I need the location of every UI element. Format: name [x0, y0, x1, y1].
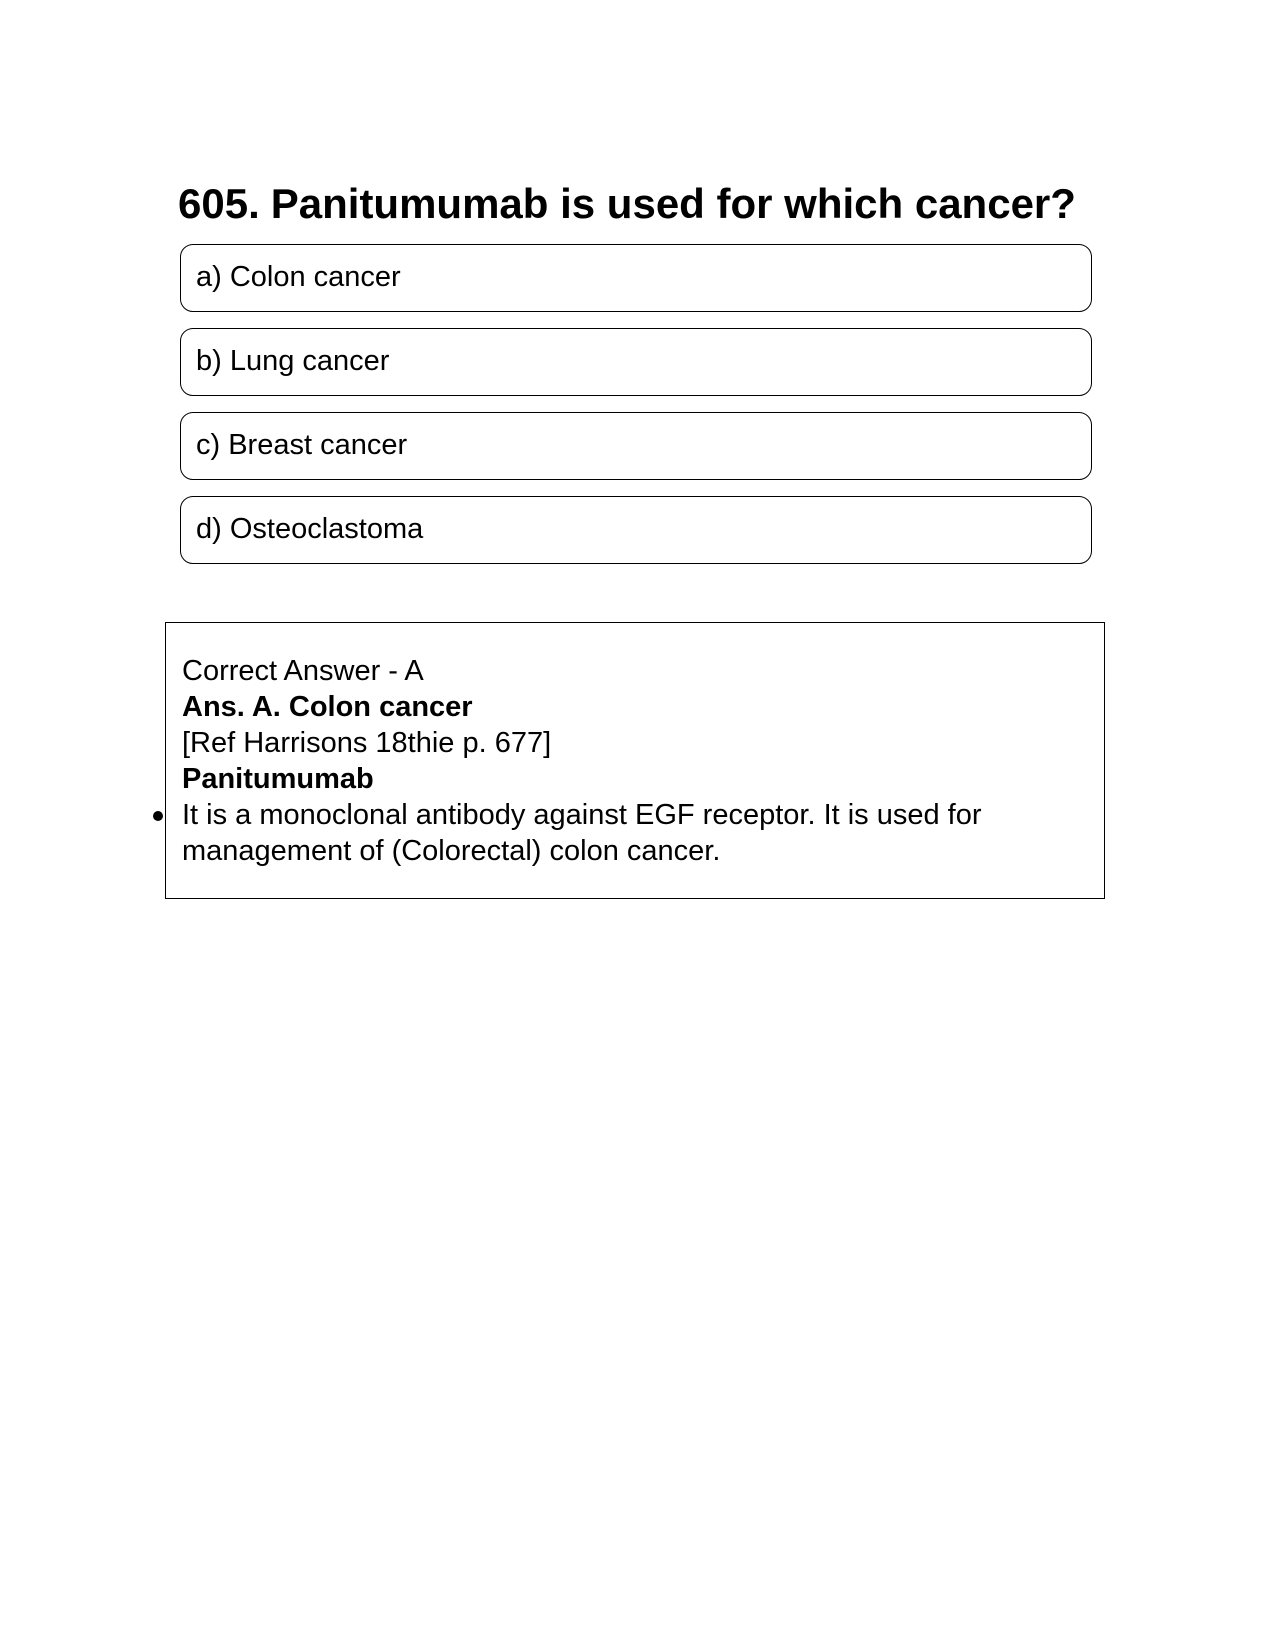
option-a[interactable]: a) Colon cancer	[180, 244, 1092, 312]
bullet-dot-icon	[153, 811, 163, 821]
option-b[interactable]: b) Lung cancer	[180, 328, 1092, 396]
answer-heading: Ans. A. Colon cancer	[182, 691, 473, 723]
options-list	[180, 244, 1092, 580]
option-c[interactable]: c) Breast cancer	[180, 412, 1092, 480]
correct-answer-label: Correct Answer - A	[182, 655, 424, 687]
question-text: Panitumumab is used for which cancer?	[270, 180, 1076, 227]
drug-heading: Panitumumab	[182, 763, 374, 795]
answer-explanation-box	[165, 622, 1105, 899]
question-number: 605.	[178, 180, 260, 227]
question-title	[178, 176, 1076, 232]
reference-text: [Ref Harrisons 18thie p. 677]	[182, 727, 552, 759]
answer-content	[182, 653, 1082, 869]
option-d[interactable]: d) Osteoclastoma	[180, 496, 1092, 564]
bullet-item	[182, 797, 1062, 869]
bullet-item-text: It is a monoclonal antibody against EGF receptor. It is used for management of (Colorectal) colon cancer.	[182, 799, 982, 867]
